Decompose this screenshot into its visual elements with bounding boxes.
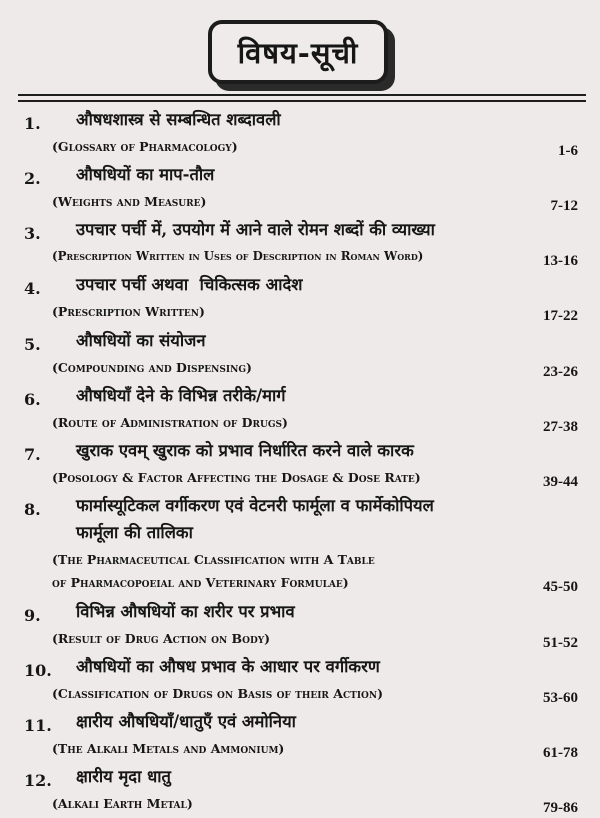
entry-hindi-title-cont: फार्मूला की तालिका [76,523,193,542]
entry-english-title: (Alkali Earth Metal) [52,796,193,811]
entry-hindi-title: औषधियों का औषध प्रभाव के आधार पर वर्गीकरण [76,657,380,676]
entry-hindi-title: औषधियों का संयोजन [76,331,206,350]
entry-english-title: (Route of Administration of Drugs) [52,415,288,430]
entry-pages: 51-52 [543,635,578,651]
toc-entry-9 [0,598,600,653]
double-rule-divider [18,94,586,102]
toc-entry-4 [0,271,600,327]
entry-pages: 61-78 [543,745,578,761]
entry-hindi-title: क्षारीय मृदा धातु [76,767,171,786]
entry-number: 1. [24,114,41,133]
entry-number: 6. [24,390,41,409]
entry-number: 11. [24,716,52,735]
entry-pages: 39-44 [543,474,578,490]
entry-hindi-title: औषधशास्त्र से सम्बन्धित शब्दावली [76,110,281,129]
entry-pages: 79-86 [543,800,578,816]
toc-entry-1 [0,106,600,161]
toc-entry-12 [0,763,600,818]
entry-number: 8. [24,500,41,519]
entry-hindi-title: विभिन्न औषधियों का शरीर पर प्रभाव [76,602,295,621]
entry-english-title: (Compounding and Dispensing) [52,360,252,375]
toc-entry-2 [0,161,600,216]
toc-entry-6 [0,382,600,437]
entry-english-title-cont: of Pharmacopoeial and Veterinary Formulae) [52,575,349,590]
entry-pages: 13-16 [543,253,578,269]
entry-english-title: (Prescription Written) [52,304,205,319]
entry-pages: 53-60 [543,690,578,706]
title-box [208,20,388,84]
toc-entry-8 [0,492,600,598]
entry-english-title: (Glossary of Pharmacology) [52,139,238,154]
entry-pages: 1-6 [558,143,578,159]
entry-pages: 27-38 [543,419,578,435]
entry-number: 9. [24,606,41,625]
table-of-contents [0,106,600,818]
entry-number: 5. [24,335,41,354]
entry-pages: 45-50 [543,579,578,595]
entry-english-title: (Result of Drug Action on Body) [52,631,271,646]
toc-entry-7 [0,437,600,492]
entry-number: 7. [24,445,41,464]
toc-entry-5 [0,327,600,382]
entry-pages: 17-22 [543,308,578,324]
entry-hindi-title: औषधियों का माप-तौल [76,165,215,184]
entry-english-title: (The Pharmaceutical Classification with A Table [52,552,375,567]
entry-number: 4. [24,279,41,298]
entry-number: 2. [24,169,41,188]
entry-english-title: (Weights and Measure) [52,194,207,209]
entry-english-title: (Prescription Written in Uses of Description in Roman Word) [52,249,424,263]
entry-hindi-title: उपचार पर्ची अथवा चिकित्सक आदेश [76,275,303,294]
entry-number: 3. [24,224,41,243]
entry-hindi-title: उपचार पर्ची में, उपयोग में आने वाले रोमन शब्दों की व्याख्या [76,220,435,239]
entry-pages: 23-26 [543,364,578,380]
entry-hindi-title: औषधियाँ देने के विभिन्न तरीके/मार्ग [76,386,286,405]
toc-entry-3 [0,216,600,271]
toc-entry-10 [0,653,600,708]
entry-pages: 7-12 [550,198,578,214]
entry-number: 10. [24,661,52,680]
entry-english-title: (The Alkali Metals and Ammonium) [52,741,285,756]
toc-entry-11 [0,708,600,763]
entry-number: 12. [24,771,52,790]
entry-english-title: (Classification of Drugs on Basis of their Action) [52,686,384,701]
entry-hindi-title: खुराक एवम् खुराक को प्रभाव निर्धारित करने वाले कारक [76,441,414,460]
entry-hindi-title: फार्मास्यूटिकल वर्गीकरण एवं वेटनरी फार्मूला व फार्मेकोपियल [76,496,434,515]
page-title: विषय-सूची [237,35,359,70]
entry-english-title: (Posology & Factor Affecting the Dosage & Dose Rate) [52,470,421,485]
entry-hindi-title: क्षारीय औषधियाँ/धातुएँ एवं अमोनिया [76,712,296,731]
